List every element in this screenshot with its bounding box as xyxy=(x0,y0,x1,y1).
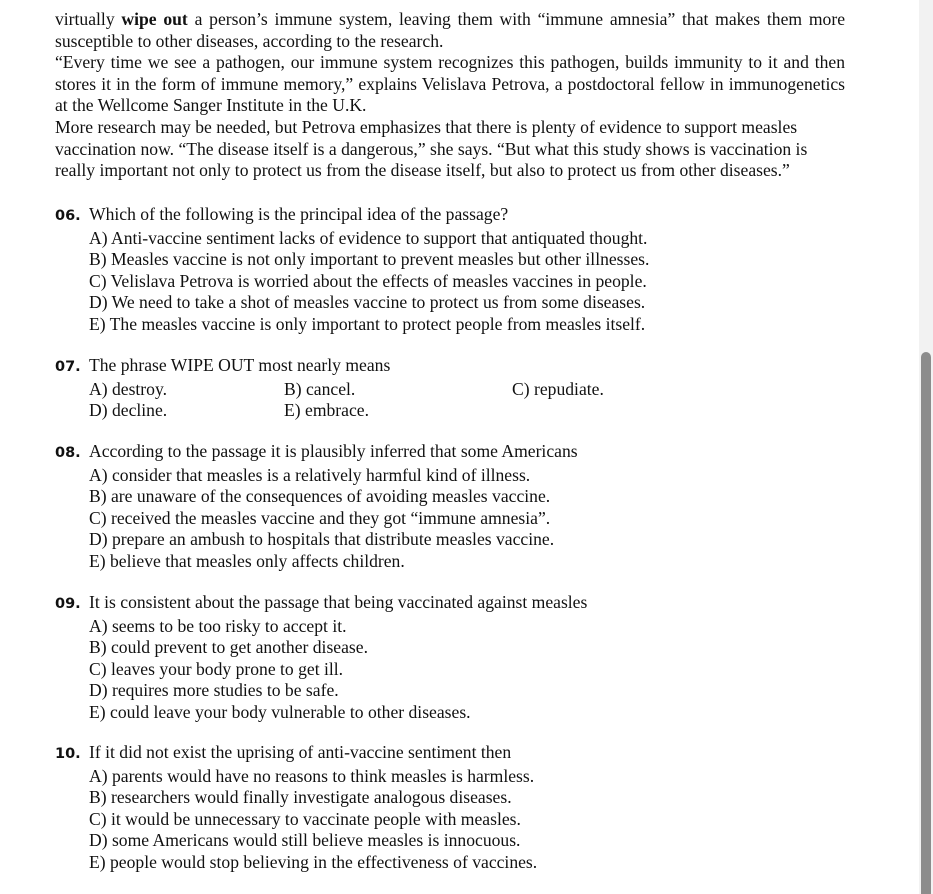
option-d: D) prepare an ambush to hospitals that distribute measles vaccine. xyxy=(89,529,555,550)
passage-paragraph-2: “Every time we see a pathogen, our immune system recognizes this pathogen, builds immunity to it and then stores it in the form of immune memory,” explains Velislava Petrova, a postdoctoral fellow in immunogenetics at the Wellcome Sanger Institute in the U.K. xyxy=(55,52,845,116)
answer-options xyxy=(89,465,855,573)
question-header xyxy=(55,204,855,228)
option-e: E) embrace. xyxy=(284,400,369,421)
answer-options xyxy=(89,766,855,874)
option-a: A) consider that measles is a relatively harmful kind of illness. xyxy=(89,464,531,485)
option-d: D) decline. xyxy=(89,400,168,421)
question-header xyxy=(55,441,855,465)
scrollbar-thumb[interactable] xyxy=(921,352,931,894)
question-stem: The phrase WIPE OUT most nearly means xyxy=(89,355,391,375)
reading-passage xyxy=(55,9,845,182)
question-header xyxy=(55,592,855,616)
question-number: 06. xyxy=(55,208,81,224)
question-08 xyxy=(55,441,855,573)
option-c: C) it would be unnecessary to vaccinate people with measles. xyxy=(89,808,521,829)
question-10 xyxy=(55,742,855,874)
option-e: E) people would stop believing in the effectiveness of vaccines. xyxy=(89,851,538,872)
option-d: D) requires more studies to be safe. xyxy=(89,680,339,701)
vertical-scrollbar[interactable] xyxy=(919,0,933,894)
question-stem: If it did not exist the uprising of anti-vaccine sentiment then xyxy=(89,742,512,762)
option-e: E) could leave your body vulnerable to other diseases. xyxy=(89,701,471,722)
passage-paragraph-3: More research may be needed, but Petrova emphasizes that there is plenty of evidence to support measles vaccination now. “The disease itself is a dangerous,” she says. “But what this study shows is vaccination is really important not only to protect us from the disease itself, but also to protect us from other diseases.” xyxy=(55,116,808,181)
option-a: A) parents would have no reasons to think measles is harmless. xyxy=(89,765,535,786)
option-b: B) are unaware of the consequences of avoiding measles vaccine. xyxy=(89,486,551,507)
option-a: A) Anti-vaccine sentiment lacks of evidence to support that antiquated thought. xyxy=(89,227,648,248)
passage-bold-phrase: wipe out xyxy=(121,9,188,29)
question-number: 07. xyxy=(55,359,81,375)
option-d: D) some Americans would still believe measles is innocuous. xyxy=(89,830,521,851)
option-b: B) Measles vaccine is not only important to prevent measles but other illnesses. xyxy=(89,249,650,270)
option-c: C) Velislava Petrova is worried about the effects of measles vaccines in people. xyxy=(89,270,647,291)
question-number: 09. xyxy=(55,596,81,612)
answer-options xyxy=(89,616,855,724)
option-b: B) could prevent to get another disease. xyxy=(89,637,368,658)
option-a: A) seems to be too risky to accept it. xyxy=(89,615,347,636)
option-c: C) received the measles vaccine and they got “immune amnesia”. xyxy=(89,507,551,528)
option-c: C) repudiate. xyxy=(512,378,604,399)
question-stem: It is consistent about the passage that being vaccinated against measles xyxy=(89,592,588,612)
question-06 xyxy=(55,204,855,336)
question-stem: Which of the following is the principal idea of the passage? xyxy=(89,204,509,224)
question-header xyxy=(55,742,855,766)
question-number: 08. xyxy=(55,445,81,461)
question-07 xyxy=(55,355,855,422)
passage-text: a person’s immune system, leaving them with “immune amnesia” that makes them more susceptible to other diseases, according to the research. xyxy=(55,9,845,51)
option-a: A) destroy. xyxy=(89,378,168,399)
option-b: B) cancel. xyxy=(284,378,356,399)
option-d: D) We need to take a shot of measles vaccine to protect us from some diseases. xyxy=(89,292,646,313)
question-stem: According to the passage it is plausibly inferred that some Americans xyxy=(89,441,578,461)
passage-text: virtually xyxy=(55,9,122,29)
option-e: E) The measles vaccine is only important to protect people from measles itself. xyxy=(89,313,646,334)
option-b: B) researchers would finally investigate analogous diseases. xyxy=(89,787,512,808)
option-c: C) leaves your body prone to get ill. xyxy=(89,658,344,679)
question-09 xyxy=(55,592,855,724)
answer-options xyxy=(89,228,855,336)
answer-options xyxy=(89,379,855,422)
question-number: 10. xyxy=(55,746,81,762)
option-e: E) believe that measles only affects children. xyxy=(89,550,405,571)
passage-paragraph-1 xyxy=(55,9,845,52)
question-header xyxy=(55,355,855,379)
